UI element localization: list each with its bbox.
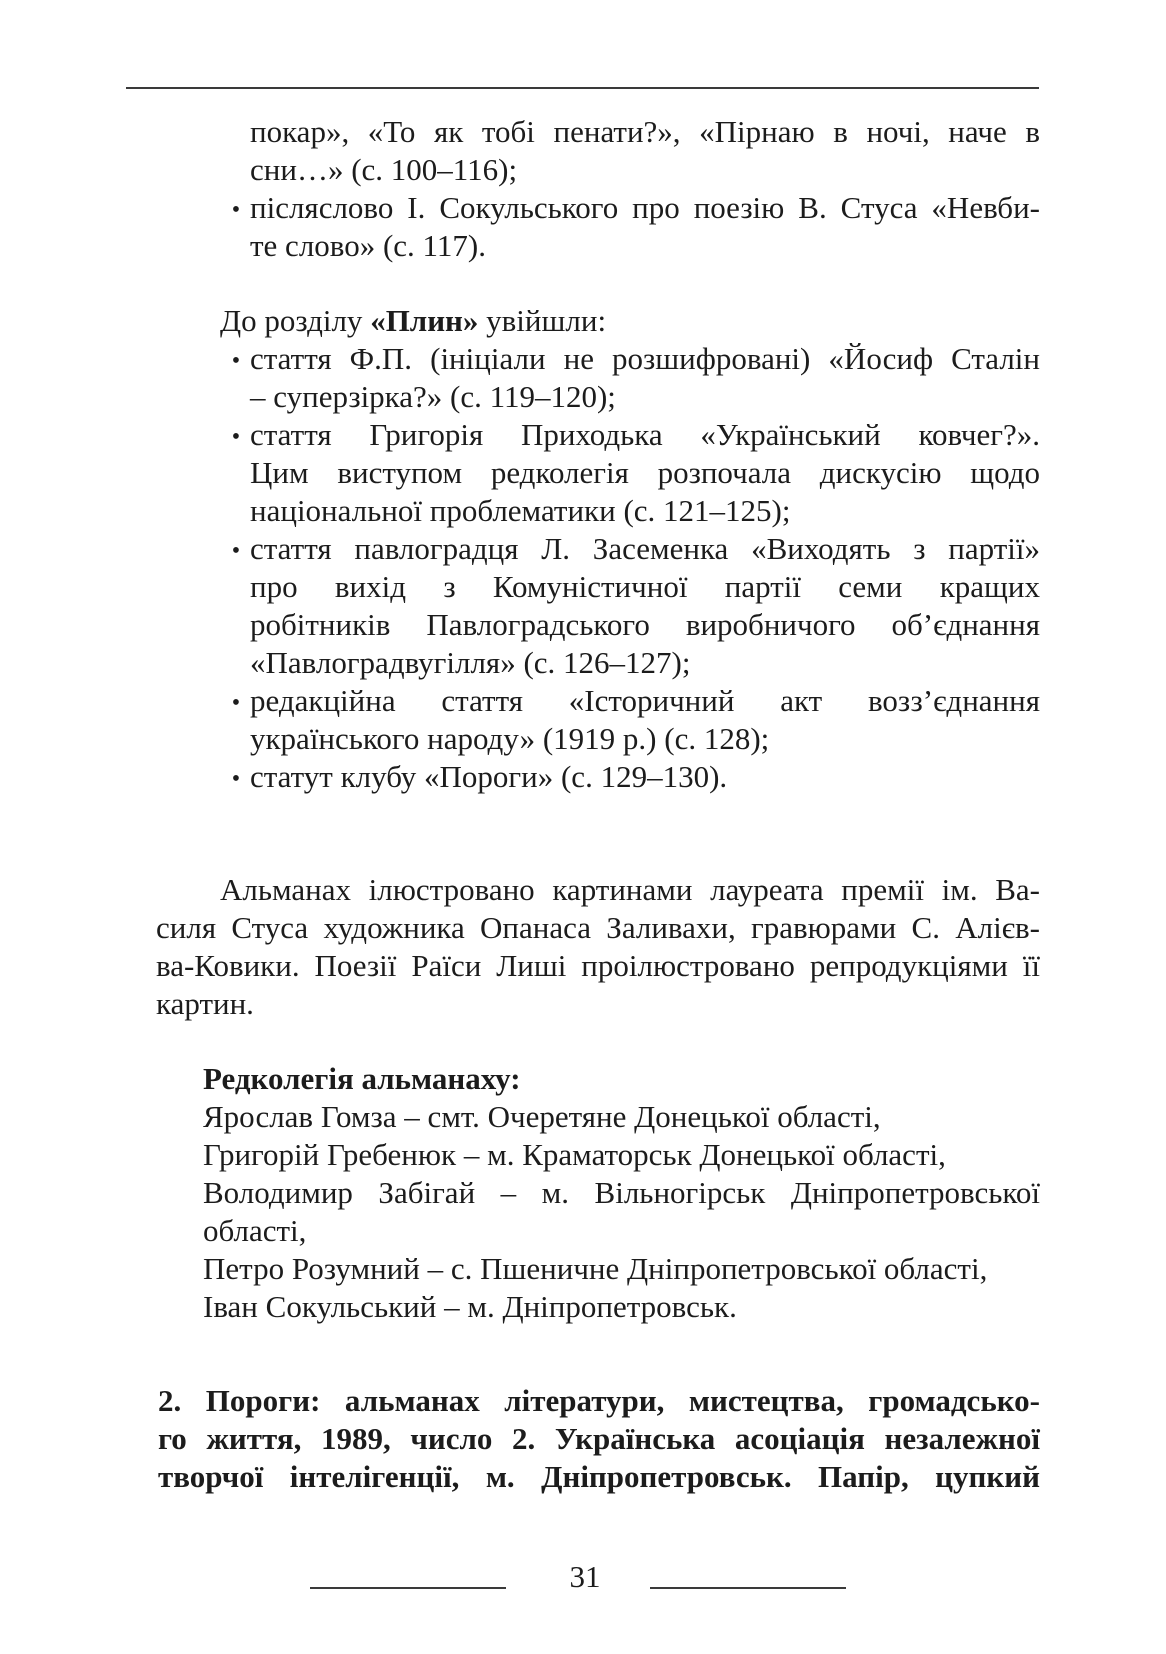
section-intro: До розділу «Плин» увійшли: bbox=[220, 303, 607, 338]
bullet-icon: • bbox=[231, 766, 241, 792]
editorial-board-heading: Редколегія альманаху: bbox=[203, 1061, 521, 1096]
paragraph-line: ва-Ковики. Поезії Раїси Лиші проілюстровано репродукціями її bbox=[156, 948, 1040, 983]
section-name: «Плин» bbox=[370, 303, 479, 338]
list-item-line: – суперзірка?» (с. 119–120); bbox=[250, 379, 616, 414]
list-item-line: те слово» (с. 117). bbox=[250, 228, 486, 263]
editorial-board-line: Григорій Гребенюк – м. Краматорськ Донецької області, bbox=[203, 1137, 946, 1172]
list-item-line: українського народу» (1919 р.) (с. 128); bbox=[250, 721, 770, 756]
editorial-board-line: Петро Розумний – с. Пшеничне Дніпропетровської області, bbox=[203, 1251, 988, 1286]
bullet-icon: • bbox=[231, 424, 241, 450]
list-item-line: про вихід з Комуністичної партії семи кращих bbox=[250, 569, 1040, 604]
editorial-board-line: Володимир Забігай – м. Вільногірськ Дніпропетровської bbox=[203, 1175, 1040, 1210]
continuation-line: покар», «То як тобі пенати?», «Пірнаю в ночі, наче в bbox=[250, 114, 1040, 149]
paragraph-line: картин. bbox=[156, 986, 254, 1021]
bullet-icon: • bbox=[231, 197, 241, 223]
list-item-line: стаття павлоградця Л. Засеменка «Виходять з партії» bbox=[250, 531, 1040, 566]
bullet-icon: • bbox=[231, 690, 241, 716]
entry-heading-line: творчої інтелігенції, м. Дніпропетровськ. Папір, цупкий bbox=[158, 1459, 1040, 1494]
paragraph-line: силя Стуса художника Опанаса Заливахи, гравюрами С. Алієв- bbox=[156, 910, 1040, 945]
list-item-line: стаття Ф.П. (ініціали не розшифровані) «Йосиф Сталін bbox=[250, 341, 1040, 376]
list-item-line: Цим виступом редколегія розпочала дискусію щодо bbox=[250, 455, 1040, 490]
paragraph-line: Альманах ілюстровано картинами лауреата премії ім. Ва- bbox=[220, 872, 1040, 907]
list-item-line: статут клубу «Пороги» (с. 129–130). bbox=[250, 759, 728, 794]
bullet-icon: • bbox=[231, 538, 241, 564]
footer-rule-left bbox=[310, 1587, 506, 1589]
top-rule bbox=[126, 87, 1039, 89]
list-item-line: редакційна стаття «Історичний акт возз’єднання bbox=[250, 683, 1040, 718]
continuation-line: сни…» (с. 100–116); bbox=[250, 152, 518, 187]
entry-heading-line: го життя, 1989, число 2. Українська асоціація незалежної bbox=[158, 1421, 1040, 1456]
bullet-icon: • bbox=[231, 348, 241, 374]
footer-rule-right bbox=[650, 1587, 846, 1589]
list-item-line: національної проблематики (с. 121–125); bbox=[250, 493, 791, 528]
list-item-line: «Павлоградвугілля» (с. 126–127); bbox=[250, 645, 691, 680]
list-item-line: стаття Григорія Приходька «Український ковчег?». bbox=[250, 417, 1040, 452]
editorial-board-line: області, bbox=[203, 1213, 307, 1248]
list-item-line: робітників Павлоградського виробничого об’єднання bbox=[250, 607, 1040, 642]
list-item-line: післяслово І. Сокульського про поезію В. Стуса «Невби- bbox=[250, 190, 1040, 225]
editorial-board-line: Іван Сокульський – м. Дніпропетровськ. bbox=[203, 1289, 737, 1324]
editorial-board-line: Ярослав Гомза – смт. Очеретяне Донецької області, bbox=[203, 1099, 881, 1134]
entry-heading-line: 2. Пороги: альманах літератури, мистецтва, громадсько- bbox=[158, 1383, 1040, 1418]
page-number: 31 bbox=[569, 1559, 601, 1594]
